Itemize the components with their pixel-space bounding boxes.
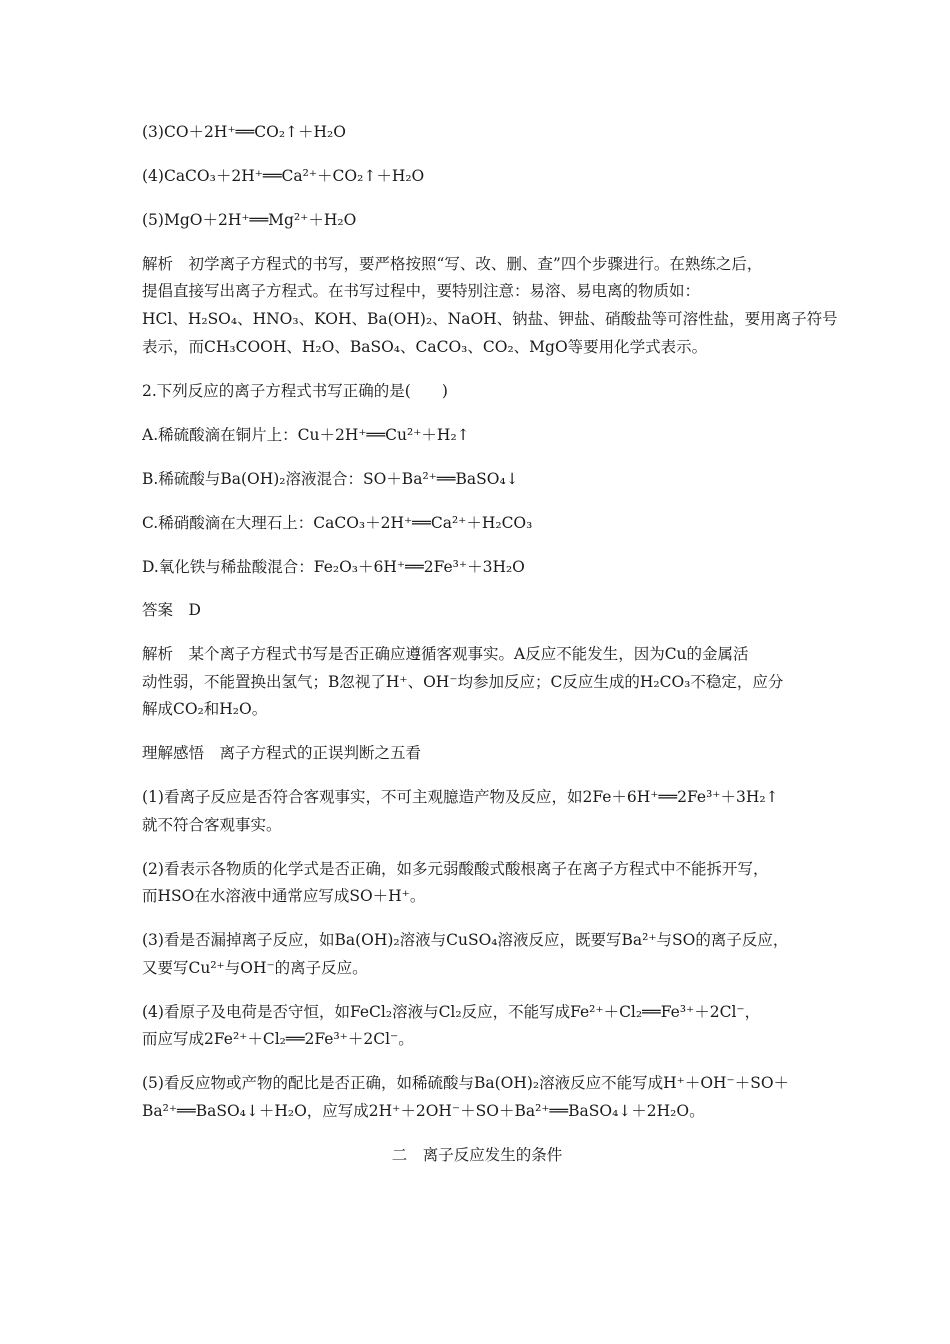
equation-3: (3)CO＋2H⁺══CO₂↑＋H₂O — [142, 123, 346, 141]
point-4-line-2: 而应写成2Fe²⁺＋Cl₂══2Fe³⁺＋2Cl⁻。 — [142, 1030, 414, 1048]
answer: 答案 D — [142, 601, 201, 619]
equation-4: (4)CaCO₃＋2H⁺══Ca²⁺＋CO₂↑＋H₂O — [142, 167, 425, 185]
question-2: 2.下列反应的离子方程式书写正确的是( ) — [142, 382, 448, 400]
point-5-line-1: (5)看反应物或产物的配比是否正确，如稀硫酸与Ba(OH)₂溶液反应不能写成H⁺＋OH⁻＋SO＋ — [142, 1074, 790, 1092]
analysis-2-line-1: 解析 某个离子方程式书写是否正确应遵循客观事实。A反应不能发生，因为Cu的金属活 — [142, 645, 749, 663]
analysis-1-line-4: 表示，而CH₃COOH、H₂O、BaSO₄、CaCO₃、CO₂、MgO等要用化学式表示。 — [142, 338, 708, 356]
analysis-2-line-3: 解成CO₂和H₂O。 — [142, 700, 268, 718]
option-a: A.稀硫酸滴在铜片上：Cu＋2H⁺══Cu²⁺＋H₂↑ — [142, 426, 470, 444]
equation-5: (5)MgO＋2H⁺══Mg²⁺＋H₂O — [142, 211, 357, 229]
insight-heading: 理解感悟 离子方程式的正误判断之五看 — [142, 744, 422, 762]
option-c: C.稀硝酸滴在大理石上：CaCO₃＋2H⁺══Ca²⁺＋H₂CO₃ — [142, 514, 533, 532]
analysis-2-line-2: 动性弱，不能置换出氢气；B忽视了H⁺、OH⁻均参加反应；C反应生成的H₂CO₃不稳定，应分 — [142, 673, 784, 691]
option-d: D.氧化铁与稀盐酸混合：Fe₂O₃＋6H⁺══2Fe³⁺＋3H₂O — [142, 558, 525, 576]
section-heading: 二 离子反应发生的条件 — [391, 1146, 563, 1164]
point-1-line-1: (1)看离子反应是否符合客观事实，不可主观臆造产物及反应，如2Fe＋6H⁺══2Fe³⁺＋3H₂↑ — [142, 788, 779, 806]
point-3-line-1: (3)看是否漏掉离子反应，如Ba(OH)₂溶液与CuSO₄溶液反应，既要写Ba²⁺与SO的离子反应， — [142, 931, 789, 949]
analysis-1-line-3: HCl、H₂SO₄、HNO₃、KOH、Ba(OH)₂、NaOH、钠盐、钾盐、硝酸盐等可溶性盐，要用离子符号 — [142, 310, 838, 328]
option-b: B.稀硫酸与Ba(OH)₂溶液混合：SO＋Ba²⁺══BaSO₄↓ — [142, 470, 519, 488]
point-2-line-1: (2)看表示各物质的化学式是否正确，如多元弱酸酸式酸根离子在离子方程式中不能拆开写， — [142, 860, 769, 878]
point-3-line-2: 又要写Cu²⁺与OH⁻的离子反应。 — [142, 959, 368, 977]
point-1-line-2: 就不符合客观事实。 — [142, 816, 282, 834]
analysis-1-line-2: 提倡直接写出离子方程式。在书写过程中，要特别注意：易溶、易电离的物质如： — [142, 282, 701, 300]
point-2-line-2: 而HSO在水溶液中通常应写成SO＋H⁺。 — [142, 887, 426, 905]
analysis-1-line-1: 解析 初学离子方程式的书写，要严格按照“写、改、删、查”四个步骤进行。在熟练之后， — [142, 255, 763, 273]
point-4-line-1: (4)看原子及电荷是否守恒，如FeCl₂溶液与Cl₂反应，不能写成Fe²⁺＋Cl₂══Fe³⁺＋2Cl⁻， — [142, 1003, 761, 1021]
point-5-line-2: Ba²⁺══BaSO₄↓＋H₂O，应写成2H⁺＋2OH⁻＋SO＋Ba²⁺══BaSO₄↓＋2H₂O。 — [142, 1102, 705, 1120]
